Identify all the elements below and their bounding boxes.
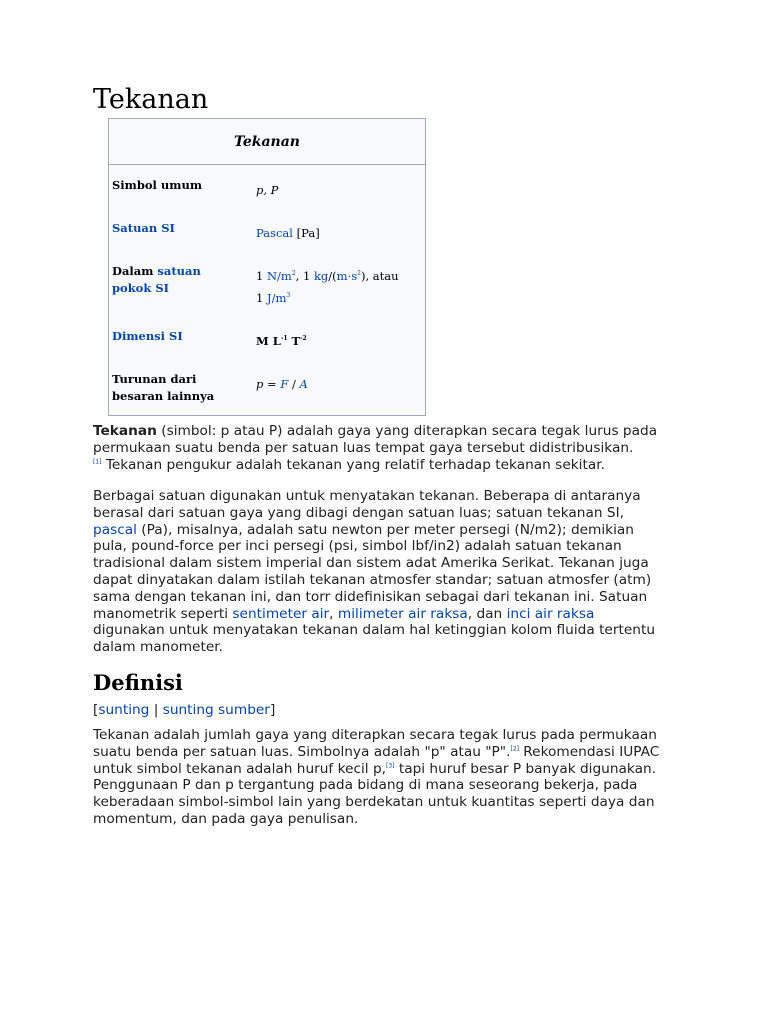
page-title: Tekanan [93,84,209,115]
text: Tekanan adalah jumlah gaya yang diterapkan secara tegak lurus pada permukaan suatu benda per satuan luas. Simbolnya adalah "p" atau "P". [93,727,657,760]
area-link[interactable]: A [299,377,308,391]
base-si-units-link[interactable]: satuan pokok SI [112,264,201,295]
text: J/m [266,291,287,305]
text: T [287,334,301,348]
text: 1 [256,269,267,283]
force-link[interactable]: F [280,377,289,391]
n-per-m2-link[interactable] [267,269,296,283]
reference-3-link[interactable]: [3] [385,762,395,770]
text: Rekomendasi IUPAC untuk simbol tekanan adalah huruf kecil p, [93,743,660,777]
reference-2-link[interactable]: [2] [510,745,519,753]
superscript: 2 [357,270,361,278]
section-heading-definisi: Definisi [93,670,183,695]
reference-1-link[interactable]: [1] [93,458,102,466]
edit-links [93,702,275,719]
infobox-value-dimension [256,330,421,352]
infobox-label-si-unit-link[interactable]: Satuan SI [112,221,175,235]
infobox [108,118,426,416]
text: 1 [256,291,267,305]
superscript: 2 [291,270,296,278]
infobox-caption: Tekanan [109,119,425,165]
units-paragraph [93,488,668,656]
text: N/m [266,269,292,283]
pascal-text-link[interactable]: pascal [93,521,137,538]
text: = [263,377,281,391]
text: , [329,605,338,622]
infobox-value-si-unit [256,222,421,244]
text: /( [328,269,337,283]
text: L [268,334,281,348]
edit-source-link[interactable]: sunting sumber [162,702,270,718]
base-units-line-2 [256,287,421,309]
bold-term: Tekanan [93,423,157,439]
mm-mercury-link[interactable]: milimeter air raksa [337,605,468,622]
m-s2-link[interactable] [337,269,361,283]
infobox-label-symbol: Simbol umum [112,178,202,192]
bracket: ] [269,702,276,718]
intro-paragraph [93,423,668,473]
text: (simbol: p atau P) adalah gaya yang diterapkan secara tegak lurus pada permukaan suatu benda per satuan luas tempat gaya tersebut didistribusikan. [93,423,658,456]
text: M [256,334,269,348]
text: , dan [467,605,507,622]
edit-link[interactable]: sunting [98,702,150,718]
infobox-value-derivation [256,373,421,395]
superscript: -1 [280,335,288,343]
infobox-value-symbol: p, P [256,183,279,197]
pascal-link[interactable]: Pascal [256,226,293,240]
j-per-m3-link[interactable] [267,291,290,305]
text: , 1 [295,269,314,283]
in-mercury-link[interactable]: inci air raksa [506,605,595,622]
bracket: [ [93,702,99,718]
label-prefix: Dalam [112,264,158,278]
text: p [256,377,264,391]
text: Tekanan pengukur adalah tekanan yang relatif terhadap tekanan sekitar. [101,456,605,473]
infobox-label-derivation: Turunan dari besaran lainnya [112,372,215,403]
separator: | [149,702,163,718]
infobox-label-base-units [112,263,240,297]
text: Berbagai satuan digunakan untuk menyatakan tekanan. Beberapa di antaranya berasal dari satuan gaya yang dibagi dengan satuan luas; satuan tekanan SI, [93,488,641,521]
text: ), atau [360,269,399,283]
text: tapi huruf besar P banyak digunakan. Penggunaan P dan p tergantung pada bidang di mana seseorang bekerja, pada keberadaan simbol-simbol lain yang berdekatan untuk kuantitas seperti daya dan momentum, dan pada gaya penulisan. [93,760,656,827]
text: / [288,377,300,391]
infobox-value-base-units [256,265,421,309]
infobox-label-dimension-link[interactable]: Dimensi SI [112,329,183,343]
superscript: 3 [286,292,291,300]
kg-link[interactable]: kg [313,269,329,283]
text: m·s [336,269,358,283]
pa-symbol: [Pa] [292,226,320,240]
definition-paragraph [93,727,668,828]
superscript: -2 [300,335,307,343]
cm-water-link[interactable]: sentimeter air [232,605,330,622]
text: (Pa), misalnya, adalah satu newton per meter persegi (N/m2); demikian pula, pound-force per inci persegi (psi, simbol lbf/in2) adalah satuan tekanan tradisional dalam sistem imperial dan sistem adat Amerika Serikat. Tekanan juga dapat dinyatakan dalam istilah tekanan atmosfer standar; satuan atmosfer (atm) sama dengan tekanan ini, dan torr didefinisikan sebagai dari tekanan ini. Satuan manometrik seperti [93,521,652,622]
text: digunakan untuk menyatakan tekanan dalam hal ketinggian kolom fluida tertentu dalam manometer. [93,622,655,656]
base-units-line-1 [256,265,421,287]
